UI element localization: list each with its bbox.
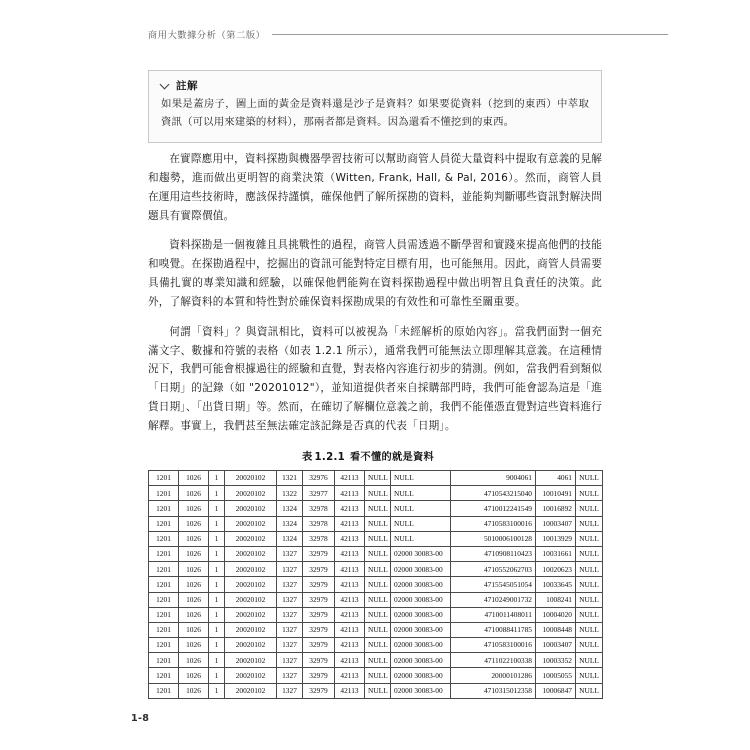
chevron-down-icon[interactable] bbox=[161, 81, 170, 90]
table-row bbox=[149, 562, 603, 577]
table-cell: 42113 bbox=[335, 607, 365, 622]
table-cell: 32979 bbox=[303, 592, 335, 607]
table-cell: 1026 bbox=[179, 501, 209, 516]
table-cell: 20020102 bbox=[225, 653, 277, 668]
table-cell: 20020102 bbox=[225, 668, 277, 683]
table-cell: NULL bbox=[576, 562, 603, 577]
table-cell: 1 bbox=[209, 592, 225, 607]
table-cell: 1 bbox=[209, 668, 225, 683]
table-cell: 1201 bbox=[149, 486, 179, 501]
data-table-container bbox=[148, 470, 599, 699]
table-cell: 1324 bbox=[277, 501, 303, 516]
table-cell: 1322 bbox=[277, 486, 303, 501]
table-cell: 1201 bbox=[149, 562, 179, 577]
table-cell: 32979 bbox=[303, 638, 335, 653]
table-cell: 1324 bbox=[277, 531, 303, 546]
table-cell: 20020102 bbox=[225, 471, 277, 486]
table-cell: NULL bbox=[576, 653, 603, 668]
table-cell: 10020623 bbox=[536, 562, 576, 577]
table-cell: 42113 bbox=[335, 516, 365, 531]
table-cell: 1026 bbox=[179, 622, 209, 637]
data-table bbox=[148, 470, 603, 699]
table-cell: NULL bbox=[365, 471, 391, 486]
table-cell: 1201 bbox=[149, 638, 179, 653]
table-cell: 1324 bbox=[277, 516, 303, 531]
table-cell: NULL bbox=[576, 638, 603, 653]
table-cell: 1201 bbox=[149, 622, 179, 637]
table-cell: 4710583100016 bbox=[451, 516, 536, 531]
table-cell: 02000 30083-00 bbox=[391, 622, 451, 637]
table-cell: 20020102 bbox=[225, 638, 277, 653]
table-cell: NULL bbox=[576, 668, 603, 683]
table-row bbox=[149, 683, 603, 698]
table-cell: 32978 bbox=[303, 501, 335, 516]
table-cell: 1008241 bbox=[536, 592, 576, 607]
table-cell: 4710088411785 bbox=[451, 622, 536, 637]
table-cell: 10006847 bbox=[536, 683, 576, 698]
table-cell: 1327 bbox=[277, 577, 303, 592]
table-cell: 20020102 bbox=[225, 531, 277, 546]
table-cell: 02000 30083-00 bbox=[391, 562, 451, 577]
table-cell: NULL bbox=[391, 486, 451, 501]
table-cell: 1026 bbox=[179, 486, 209, 501]
table-cell: NULL bbox=[576, 592, 603, 607]
table-cell: 42113 bbox=[335, 638, 365, 653]
table-cell: 1321 bbox=[277, 471, 303, 486]
table-cell: NULL bbox=[576, 607, 603, 622]
table-cell: 10016892 bbox=[536, 501, 576, 516]
table-cell: NULL bbox=[576, 501, 603, 516]
table-cell: NULL bbox=[365, 592, 391, 607]
table-cell: 4710543215040 bbox=[451, 486, 536, 501]
page-number: 1-8 bbox=[131, 713, 150, 724]
running-head-title: 商用大數據分析（第二版） bbox=[148, 30, 266, 41]
table-cell: NULL bbox=[576, 516, 603, 531]
table-cell: 32979 bbox=[303, 622, 335, 637]
table-cell: NULL bbox=[365, 516, 391, 531]
table-cell: 1026 bbox=[179, 471, 209, 486]
table-cell: 1 bbox=[209, 516, 225, 531]
table-cell: 20020102 bbox=[225, 516, 277, 531]
table-cell: NULL bbox=[576, 486, 603, 501]
table-cell: 1026 bbox=[179, 668, 209, 683]
table-cell: 1026 bbox=[179, 562, 209, 577]
table-row bbox=[149, 607, 603, 622]
table-cell: 32978 bbox=[303, 531, 335, 546]
table-cell: 10004020 bbox=[536, 607, 576, 622]
horizontal-rule-icon bbox=[272, 34, 668, 35]
table-cell: 1327 bbox=[277, 546, 303, 561]
table-cell: 20000101286 bbox=[451, 668, 536, 683]
table-cell: NULL bbox=[365, 531, 391, 546]
note-title: 註解 bbox=[176, 80, 198, 92]
table-cell: NULL bbox=[576, 546, 603, 561]
table-cell: 42113 bbox=[335, 546, 365, 561]
table-cell: 02000 30083-00 bbox=[391, 607, 451, 622]
table-cell: 32979 bbox=[303, 683, 335, 698]
table-cell: 02000 30083-00 bbox=[391, 592, 451, 607]
note-callout bbox=[148, 70, 602, 143]
table-cell: 1201 bbox=[149, 668, 179, 683]
table-cell: 10010491 bbox=[536, 486, 576, 501]
table-cell: NULL bbox=[365, 607, 391, 622]
table-cell: 32977 bbox=[303, 486, 335, 501]
table-cell: 1327 bbox=[277, 668, 303, 683]
table-caption-title: 看不懂的就是資料 bbox=[350, 452, 434, 463]
table-cell: 32976 bbox=[303, 471, 335, 486]
table-cell: 20020102 bbox=[225, 546, 277, 561]
table-cell: 10031661 bbox=[536, 546, 576, 561]
body-text-column bbox=[148, 150, 602, 436]
table-row bbox=[149, 653, 603, 668]
table-cell: 1201 bbox=[149, 516, 179, 531]
table-cell: 5010006100128 bbox=[451, 531, 536, 546]
table-cell: 1 bbox=[209, 577, 225, 592]
table-cell: NULL bbox=[365, 577, 391, 592]
table-cell: 1 bbox=[209, 607, 225, 622]
table-cell: 1327 bbox=[277, 592, 303, 607]
table-cell: 1026 bbox=[179, 516, 209, 531]
table-cell: NULL bbox=[576, 622, 603, 637]
table-cell: 1 bbox=[209, 683, 225, 698]
table-cell: 10003407 bbox=[536, 516, 576, 531]
table-row bbox=[149, 592, 603, 607]
table-cell: 1 bbox=[209, 562, 225, 577]
table-cell: 42113 bbox=[335, 683, 365, 698]
table-cell: 42113 bbox=[335, 471, 365, 486]
table-cell: 1201 bbox=[149, 683, 179, 698]
table-cell: 1201 bbox=[149, 471, 179, 486]
table-cell: 42113 bbox=[335, 501, 365, 516]
table-cell: 32978 bbox=[303, 516, 335, 531]
paragraph-1: 在實際應用中，資料探勘與機器學習技術可以幫助商管人員從大量資料中提取有意義的見解和趨勢，進而做出更明智的商業決策（Witten, Frank, Hall, & Pal, 2016）。然而，商管人員在運用這些技術時，應該保持謹慎，確保他們了解所探勘的資料，並能夠判斷哪些資訊對解決問題具有實際價值。 bbox=[148, 153, 602, 222]
table-cell: 32979 bbox=[303, 653, 335, 668]
table-cell: 1026 bbox=[179, 607, 209, 622]
table-cell: 10003407 bbox=[536, 638, 576, 653]
table-row bbox=[149, 668, 603, 683]
running-head bbox=[148, 26, 668, 42]
table-cell: 1 bbox=[209, 638, 225, 653]
table-cell: NULL bbox=[365, 562, 391, 577]
table-cell: NULL bbox=[576, 531, 603, 546]
table-row bbox=[149, 622, 603, 637]
table-cell: NULL bbox=[576, 683, 603, 698]
table-cell: 42113 bbox=[335, 577, 365, 592]
table-cell: 1 bbox=[209, 653, 225, 668]
table-cell: 4710908110423 bbox=[451, 546, 536, 561]
table-cell: 4061 bbox=[536, 471, 576, 486]
table-cell: 42113 bbox=[335, 668, 365, 683]
table-row bbox=[149, 486, 603, 501]
note-body-text: 如果是蓋房子，圖上面的黃金是資料還是沙子是資料？如果要從資料（挖到的東西）中萃取資訊（可以用來建築的材料），那兩者都是資料。因為還看不懂挖到的東西。 bbox=[161, 98, 589, 128]
table-cell: 02000 30083-00 bbox=[391, 546, 451, 561]
table-cell: NULL bbox=[391, 516, 451, 531]
table-cell: 32979 bbox=[303, 607, 335, 622]
table-cell: NULL bbox=[365, 546, 391, 561]
table-caption bbox=[148, 448, 588, 463]
note-header[interactable] bbox=[161, 78, 589, 93]
table-cell: 4710249001732 bbox=[451, 592, 536, 607]
table-cell: 1 bbox=[209, 531, 225, 546]
table-cell: 20020102 bbox=[225, 592, 277, 607]
table-row bbox=[149, 531, 603, 546]
table-cell: 20020102 bbox=[225, 562, 277, 577]
table-cell: 32979 bbox=[303, 668, 335, 683]
table-cell: NULL bbox=[365, 683, 391, 698]
table-cell: 4711022100338 bbox=[451, 653, 536, 668]
table-cell: NULL bbox=[365, 501, 391, 516]
table-cell: 20020102 bbox=[225, 622, 277, 637]
paragraph-3: 何謂「資料」？與資訊相比，資料可以被視為「未經解析的原始內容」。當我們面對一個充滿文字、數據和符號的表格（如表 1.2.1 所示），通常我們可能無法立即理解其意義。在這種情況下，我們可能會根據過往的經驗和直覺，對表格內容進行初步的猜測。例如，當我們看到類似「日期」的記錄（如 "20201012"），並知道提供者來自採購部門時，我們可能會認為這是「進貨日期」、「出貨日期」等。然而，在確切了解欄位意義之前，我們不能僅憑直覺對這些資料進行解釋。事實上，我們甚至無法確定該記錄是否真的代表「日期」。 bbox=[148, 325, 602, 432]
table-caption-number: 1.2.1 bbox=[314, 452, 346, 463]
table-cell: 42113 bbox=[335, 562, 365, 577]
table-cell: 02000 30083-00 bbox=[391, 683, 451, 698]
table-cell: NULL bbox=[576, 471, 603, 486]
table-row bbox=[149, 638, 603, 653]
table-cell: 9004061 bbox=[451, 471, 536, 486]
table-cell: 1 bbox=[209, 622, 225, 637]
table-cell: 4710552062703 bbox=[451, 562, 536, 577]
table-cell: 10008448 bbox=[536, 622, 576, 637]
table-cell: 1201 bbox=[149, 607, 179, 622]
table-cell: NULL bbox=[576, 577, 603, 592]
table-cell: 1327 bbox=[277, 638, 303, 653]
table-cell: 10003352 bbox=[536, 653, 576, 668]
table-cell: 10033645 bbox=[536, 577, 576, 592]
table-cell: 42113 bbox=[335, 592, 365, 607]
table-cell: NULL bbox=[365, 653, 391, 668]
table-cell: 1026 bbox=[179, 546, 209, 561]
table-cell: 4710011408011 bbox=[451, 607, 536, 622]
table-row bbox=[149, 471, 603, 486]
table-cell: 1026 bbox=[179, 577, 209, 592]
table-cell: 1026 bbox=[179, 531, 209, 546]
table-cell: 42113 bbox=[335, 486, 365, 501]
table-cell: 32979 bbox=[303, 546, 335, 561]
table-cell: NULL bbox=[391, 531, 451, 546]
table-cell: 1026 bbox=[179, 683, 209, 698]
table-cell: 1026 bbox=[179, 638, 209, 653]
table-cell: 1 bbox=[209, 471, 225, 486]
table-cell: NULL bbox=[365, 486, 391, 501]
table-cell: 1201 bbox=[149, 501, 179, 516]
table-cell: 02000 30083-00 bbox=[391, 577, 451, 592]
table-cell: 02000 30083-00 bbox=[391, 668, 451, 683]
table-cell: 1201 bbox=[149, 531, 179, 546]
table-cell: 1327 bbox=[277, 653, 303, 668]
table-cell: 32979 bbox=[303, 577, 335, 592]
table-cell: 1327 bbox=[277, 683, 303, 698]
table-row bbox=[149, 577, 603, 592]
table-cell: 1201 bbox=[149, 577, 179, 592]
table-caption-label: 表 bbox=[302, 452, 313, 463]
table-cell: 1327 bbox=[277, 622, 303, 637]
table-cell: NULL bbox=[365, 668, 391, 683]
table-cell: 1 bbox=[209, 546, 225, 561]
table-cell: 02000 30083-00 bbox=[391, 638, 451, 653]
table-cell: 02000 30083-00 bbox=[391, 653, 451, 668]
table-cell: 42113 bbox=[335, 622, 365, 637]
table-cell: 20020102 bbox=[225, 486, 277, 501]
table-cell: 1201 bbox=[149, 592, 179, 607]
table-row bbox=[149, 501, 603, 516]
table-cell: NULL bbox=[365, 638, 391, 653]
table-cell: 1201 bbox=[149, 653, 179, 668]
table-cell: 20020102 bbox=[225, 501, 277, 516]
table-cell: 1327 bbox=[277, 607, 303, 622]
table-row bbox=[149, 516, 603, 531]
table-cell: 42113 bbox=[335, 653, 365, 668]
table-cell: 1026 bbox=[179, 592, 209, 607]
paragraph-2: 資料探勘是一個複雜且具挑戰性的過程，商管人員需透過不斷學習和實踐來提高他們的技能和嗅覺。在探勘過程中，挖掘出的資訊可能對特定目標有用，也可能無用。因此，商管人員需要具備扎實的專業知識和經驗，以確保他們能夠在資料探勘過程中做出明智且負責任的決策。此外，了解資料的本質和特性對於確保資料探勘成果的有效性和可靠性至關重要。 bbox=[148, 239, 602, 308]
table-cell: 1 bbox=[209, 501, 225, 516]
table-cell: 4710012241549 bbox=[451, 501, 536, 516]
table-row bbox=[149, 546, 603, 561]
table-cell: 10005055 bbox=[536, 668, 576, 683]
table-cell: NULL bbox=[391, 501, 451, 516]
table-cell: 1327 bbox=[277, 562, 303, 577]
table-cell: 20020102 bbox=[225, 577, 277, 592]
table-cell: NULL bbox=[391, 471, 451, 486]
table-cell: 1201 bbox=[149, 546, 179, 561]
data-table-body bbox=[149, 471, 603, 699]
table-cell: 42113 bbox=[335, 531, 365, 546]
table-cell: 10013929 bbox=[536, 531, 576, 546]
table-cell: 20020102 bbox=[225, 607, 277, 622]
table-cell: 32979 bbox=[303, 562, 335, 577]
table-cell: 4710583100016 bbox=[451, 638, 536, 653]
table-cell: 20020102 bbox=[225, 683, 277, 698]
table-cell: NULL bbox=[365, 622, 391, 637]
table-cell: 1 bbox=[209, 486, 225, 501]
table-cell: 1026 bbox=[179, 653, 209, 668]
table-cell: 4715545051054 bbox=[451, 577, 536, 592]
table-cell: 4710315012358 bbox=[451, 683, 536, 698]
